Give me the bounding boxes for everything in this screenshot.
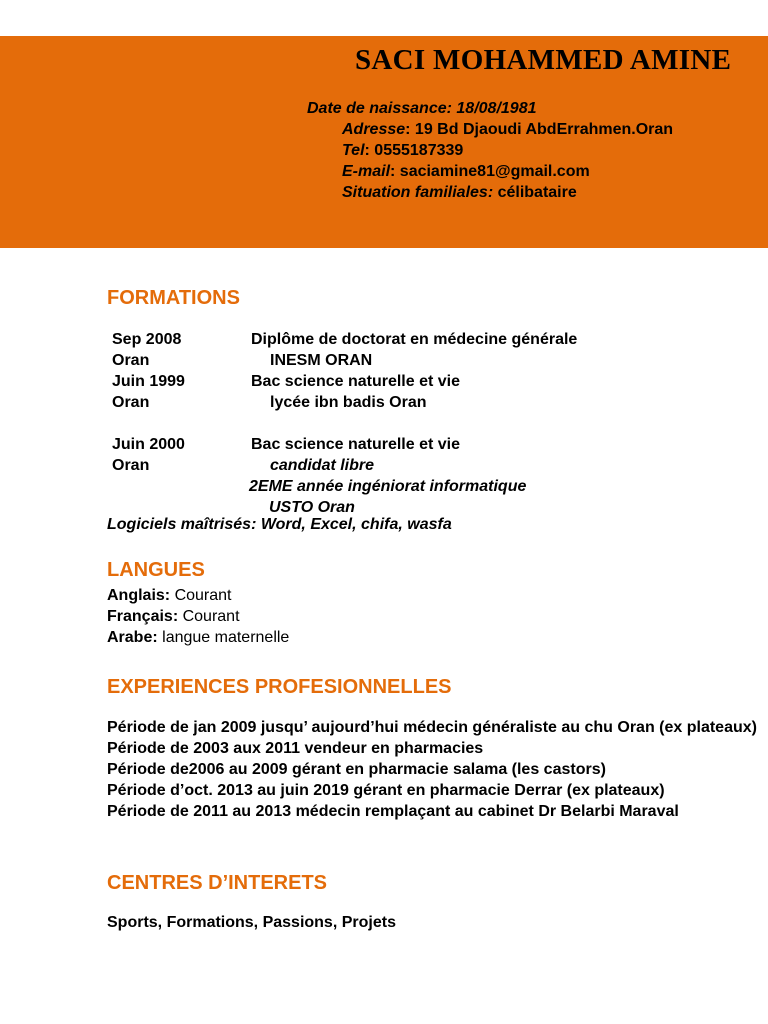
email-label: E-mail (342, 163, 391, 180)
formation-desc: candidat libre (270, 457, 375, 474)
email-value: : saciamine81@gmail.com (390, 163, 590, 180)
langue-level: Courant (170, 587, 232, 604)
email-line (307, 161, 673, 182)
langue-item (107, 627, 289, 648)
formation-desc: 2EME année ingéniorat informatique (249, 478, 527, 495)
interets-text: Sports, Formations, Passions, Projets (107, 914, 396, 931)
experience-item: Période de 2003 aux 2011 vendeur en pharmacies (107, 740, 484, 757)
formation-desc: USTO Oran (269, 499, 355, 516)
experience-item: Période de 2011 au 2013 médecin remplaçant au cabinet Dr Belarbi Maraval (107, 803, 679, 820)
formation-desc: lycée ibn badis Oran (270, 394, 427, 411)
langue-level: Courant (178, 608, 240, 625)
tel-line (307, 140, 673, 161)
experience-item: Période de jan 2009 jusqu’ aujourd’hui médecin généraliste au chu Oran (ex plateaux) (107, 719, 757, 736)
langue-label: Arabe: (107, 629, 158, 646)
formation-desc: Bac science naturelle et vie (251, 373, 460, 390)
birth-label: Date de naissance: (307, 100, 452, 117)
experiences-list (107, 717, 757, 822)
formations-title: FORMATIONS (107, 287, 240, 309)
birth-value: 18/08/1981 (456, 100, 537, 117)
formation-date: Oran (112, 352, 150, 369)
experiences-title: EXPERIENCES PROFESIONNELLES (107, 676, 452, 698)
formation-date: Oran (112, 394, 150, 411)
address-value: : 19 Bd Djaoudi AbdErrahmen.Oran (405, 121, 674, 138)
formation-date: Oran (112, 457, 150, 474)
experience-item: Période d’oct. 2013 au juin 2019 gérant en pharmacie Derrar (ex plateaux) (107, 782, 665, 799)
langue-item (107, 585, 289, 606)
langue-item (107, 606, 289, 627)
interets-title: CENTRES D’INTERETS (107, 872, 328, 894)
langues-list (107, 585, 289, 648)
tel-value: : 0555187339 (364, 142, 464, 159)
experience-item: Période de2006 au 2009 gérant en pharmacie salama (les castors) (107, 761, 606, 778)
formation-date: Juin 2000 (112, 436, 185, 453)
contact-info (307, 98, 673, 203)
status-label: Situation familiales: (342, 184, 494, 201)
formation-date: Sep 2008 (112, 331, 182, 348)
langues-title: LANGUES (107, 559, 205, 581)
status-value: célibataire (497, 184, 577, 201)
langue-label: Anglais: (107, 587, 171, 604)
formation-desc: INESM ORAN (270, 352, 373, 369)
software-skills: Logiciels maîtrisés: Word, Excel, chifa, wasfa (107, 516, 452, 533)
formation-desc: Diplôme de doctorat en médecine générale (251, 331, 578, 348)
formation-desc: Bac science naturelle et vie (251, 436, 460, 453)
status-line (307, 182, 673, 203)
langue-label: Français: (107, 608, 179, 625)
tel-label: Tel (342, 142, 365, 159)
address-line (307, 119, 673, 140)
birth-line (307, 98, 673, 119)
address-label: Adresse (342, 121, 406, 138)
langue-level: langue maternelle (157, 629, 290, 646)
formation-date: Juin 1999 (112, 373, 185, 390)
person-name: SACI MOHAMMED AMINE (355, 44, 732, 76)
